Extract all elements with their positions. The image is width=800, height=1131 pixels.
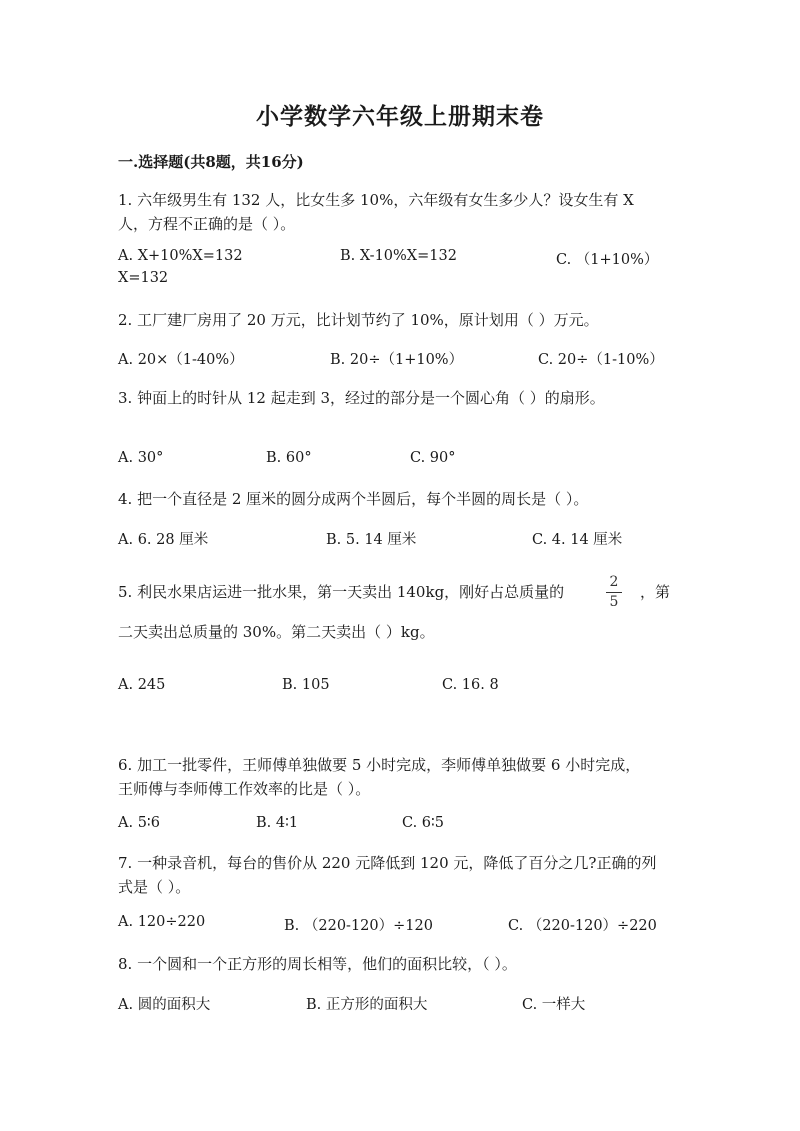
fraction-bar xyxy=(606,592,622,593)
fraction xyxy=(602,574,626,611)
question-text-line: 人，方程不正确的是（ ）。 xyxy=(118,215,296,233)
question-5 xyxy=(118,580,678,604)
option-b[interactable]: B. 20÷（1+10%） xyxy=(330,352,464,368)
question-text-line: 2. 工厂建厂房用了 20 万元，比计划节约了 10%，原计划用（ ）万元。 xyxy=(118,311,599,329)
option-a[interactable]: A. 30° xyxy=(118,450,164,466)
option-b[interactable]: B. 4∶1 xyxy=(256,815,299,831)
question-text-line: 7. 一种录音机，每台的售价从 220 元降低到 120 元，降低了百分之几?正确的列 xyxy=(118,854,657,872)
question-4 xyxy=(118,487,678,511)
question-5-line-2 xyxy=(118,620,678,644)
option-b[interactable]: B. 105 xyxy=(282,677,330,693)
option-c-continued: X=132 xyxy=(118,270,169,286)
option-a[interactable]: A. 120÷220 xyxy=(118,914,206,930)
option-c[interactable]: C. （220-120）÷220 xyxy=(508,918,657,934)
option-b[interactable]: B. X-10%X=132 xyxy=(340,248,457,264)
option-a[interactable]: A. X+10%X=132 xyxy=(118,248,243,264)
options-5 xyxy=(118,677,688,721)
options-4 xyxy=(118,528,688,572)
option-a[interactable]: A. 5∶6 xyxy=(118,815,160,831)
option-c[interactable]: C. 90° xyxy=(410,450,456,466)
question-2 xyxy=(118,308,678,332)
question-6 xyxy=(118,753,678,801)
section-heading: 一.选择题(共8题，共16分) xyxy=(118,153,304,171)
option-b[interactable]: B. 60° xyxy=(266,450,312,466)
option-c[interactable]: C. 一样大 xyxy=(522,997,586,1013)
option-b[interactable]: B. 正方形的面积大 xyxy=(306,997,428,1013)
options-8 xyxy=(118,993,688,1037)
fraction-numerator: 2 xyxy=(609,574,619,590)
option-a[interactable]: A. 6. 28 厘米 xyxy=(118,532,209,548)
question-text-line: 8. 一个圆和一个正方形的周长相等，他们的面积比较，（ ）。 xyxy=(118,955,517,973)
question-5-tail: ，第 xyxy=(640,583,671,601)
option-b[interactable]: B. （220-120）÷120 xyxy=(284,918,433,934)
fraction-denominator: 5 xyxy=(609,594,619,610)
option-c[interactable]: C. （1+10%） xyxy=(556,252,659,268)
question-text-line: 式是（ ）。 xyxy=(118,878,191,896)
option-a[interactable]: A. 圆的面积大 xyxy=(118,997,211,1013)
question-8 xyxy=(118,952,678,976)
options-1 xyxy=(118,248,688,292)
question-text-line: 王师傅与李师傅工作效率的比是（ ）。 xyxy=(118,780,371,798)
question-text-line: 4. 把一个直径是 2 厘米的圆分成两个半圆后，每个半圆的周长是（ ）。 xyxy=(118,490,589,508)
exam-title: 小学数学六年级上册期末卷 xyxy=(256,103,544,130)
question-1 xyxy=(118,188,678,236)
option-c[interactable]: C. 20÷（1-10%） xyxy=(538,352,664,368)
question-text-line: 二天卖出总质量的 30%。第二天卖出（ ）kg。 xyxy=(118,623,435,641)
option-a[interactable]: A. 245 xyxy=(118,677,166,693)
option-c[interactable]: C. 16. 8 xyxy=(442,677,499,693)
question-7 xyxy=(118,851,678,899)
option-c[interactable]: C. 4. 14 厘米 xyxy=(532,532,623,548)
option-b[interactable]: B. 5. 14 厘米 xyxy=(326,532,417,548)
option-c[interactable]: C. 6∶5 xyxy=(402,815,445,831)
question-text-line: 5. 利民水果店运进一批水果，第一天卖出 140kg，刚好占总质量的 xyxy=(118,583,565,601)
question-text-line: 1. 六年级男生有 132 人，比女生多 10%，六年级有女生多少人？设女生有 X xyxy=(118,191,634,209)
question-3 xyxy=(118,386,678,410)
option-a[interactable]: A. 20×（1-40%） xyxy=(118,352,244,368)
question-text-line: 6. 加工一批零件，王师傅单独做要 5 小时完成，李师傅单独做要 6 小时完成， xyxy=(118,756,641,774)
question-text-line: 3. 钟面上的时针从 12 起走到 3，经过的部分是一个圆心角（ ）的扇形。 xyxy=(118,389,605,407)
